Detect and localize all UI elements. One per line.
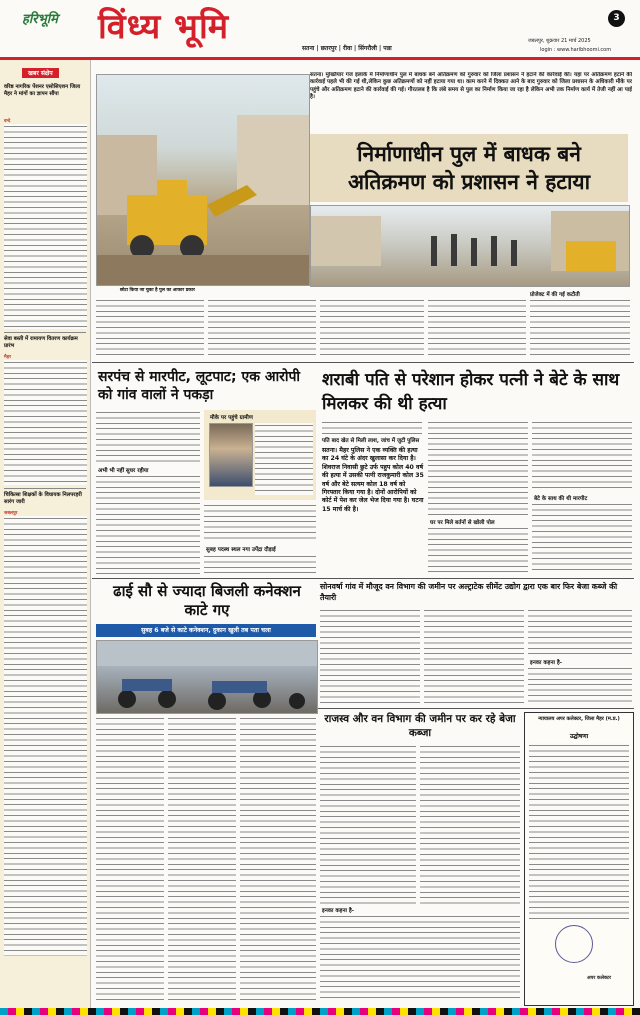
notice-court-title: न्यायालय अपर कलेक्टर, जिला मैहर (म.प्र.)	[538, 716, 620, 722]
sarpanch-box-body	[255, 423, 313, 495]
sarpanch-body-col-1b	[96, 474, 200, 574]
section-rule	[92, 578, 634, 579]
revenue-headline: राजस्व और वन विभाग की जमीन पर कर रहे बेजा कब्जा	[324, 713, 516, 739]
section-rule	[92, 362, 634, 363]
project-cut-subhead: प्रोजेक्ट में की गई कटौती	[530, 292, 580, 298]
notice-body	[529, 743, 629, 919]
wife-highlight-title: पति बाद खेत से मिली लाश, जांच में जुटी पुलिस	[322, 438, 420, 444]
revenue-body-col-1	[320, 744, 416, 904]
brief-2-body	[4, 360, 87, 485]
brief-2-title: सेवा बस्ती में रामायण वितरण कार्यक्रम प्रारंभ	[4, 336, 78, 349]
sarpanch-subhead-2: मौके पर पहुंचे ग्रामीण	[210, 415, 253, 421]
brand-logo: हरिभूमि	[22, 12, 58, 27]
masthead-rule	[0, 57, 640, 60]
sarpanch-headline: सरपंच से मारपीट, लूटपाट; एक आरोपी को गांव वालों ने पकड़ा	[98, 369, 301, 403]
lead-photo-caption: छोटा किया जा चुका है पुल का आकार प्रकार	[120, 288, 195, 293]
section-rule	[318, 708, 634, 709]
lead-body-col-4	[428, 298, 526, 358]
lead-photo-2	[310, 205, 630, 287]
electricity-body-col-3	[240, 716, 316, 1002]
lead-headline: निर्माणाधीन पुल में बाधक बने अतिक्रमण को प्रशासन ने हटाया	[347, 142, 591, 194]
lead-headline-box	[310, 134, 628, 202]
electricity-body-col-1	[96, 716, 164, 1002]
sarpanch-body-col-2b	[204, 554, 316, 574]
sidebar-divider	[4, 488, 86, 489]
wife-subhead-2: बेटे के साथ की थी मारपीट	[534, 496, 588, 502]
sonvarsha-subhead: इनका कहना है-	[530, 660, 563, 666]
wife-highlight-body: सतना। मैहर पुलिस ने एक व्यक्ति की हत्या का 24 घंटे के अंदर खुलासा कर दिया है। शिवराज निवासी छुटे उर्फ पहुप कोल 40 वर्ष की हत्या में उसकी पत्नी राजकुमारी कोल 35 वर्ष और बेटे सत्यम कोल 18 वर्ष को गिरफ्तार किया गया है। दोनों आरोपियों को कोर्ट में पेश कर जेल भेज दिया गया है। घटना 15 मार्च की है।	[322, 447, 424, 513]
wife-body-col-2	[428, 420, 528, 518]
brief-1-title: वरिष्ठ नागरिक पेंशनर एसोसिएशन जिला मैहर ने मांगों का ज्ञापन सौंपा	[4, 84, 81, 97]
news-brief-sidebar	[0, 60, 91, 1010]
sidebar-divider	[4, 332, 86, 333]
sarpanch-subhead-3: सुबह पदस्थ स्थल नगा उपेंद्रा दौड़ाई	[206, 547, 276, 553]
wife-highlight-box	[322, 438, 424, 576]
brief-3-dateline: जबलपुर	[4, 511, 18, 516]
edition-date: जबलपुर, शुक्रवार 21 मार्च 2025	[528, 38, 591, 44]
electricity-banner: सुबह 6 बजे से काटे कनेक्शन, दुकान खुली तब पता चला	[96, 624, 316, 637]
sarpanch-body-col-2	[204, 503, 316, 541]
revenue-subhead: इनका कहना है-	[322, 908, 355, 914]
sonvarsha-body-col-2	[424, 608, 524, 704]
lead-body-col-2	[208, 298, 316, 358]
sonvarsha-headline: सोनवर्षा गांव में मौजूद वन विभाग की जमीन पर अल्ट्राटेक सीमेंट उद्योग द्वारा एक बार फिर बेजा कब्जे की तैयारी	[320, 582, 618, 602]
wife-body-col-3b	[532, 502, 632, 574]
sarpanch-photo-box	[204, 410, 316, 500]
revenue-body-col-3	[320, 914, 520, 1002]
wife-subhead-1: घर पर मिले बर्तनों से खोली पोल	[430, 520, 495, 526]
lead-body-col-5	[530, 298, 630, 358]
notice-proclamation: उद्घोषणा	[569, 733, 589, 740]
revenue-body-col-2	[420, 744, 520, 904]
wife-body-col-2b	[428, 526, 528, 574]
wife-body-col-3	[532, 420, 632, 492]
wife-body-col-1	[322, 420, 422, 438]
officials-at-site-image	[311, 206, 629, 286]
registration-strip	[0, 1008, 640, 1015]
wife-story-headline: शराबी पति से परेशान होकर पत्नी ने बेटे के साथ मिलकर की थी हत्या	[322, 370, 620, 414]
notice-signature-label: अपर कलेक्टर	[587, 976, 611, 981]
notice-seal	[555, 925, 593, 963]
brief-1-dateline: वन्दे	[4, 119, 11, 124]
page-title: विंध्य भूमि	[98, 7, 230, 47]
construction-scene-image	[97, 75, 309, 285]
sonvarsha-body-col-1	[320, 608, 420, 704]
brief-3-body	[4, 516, 87, 956]
sarpanch-body-col-1	[96, 410, 200, 465]
sarpanch-subhead-1: अभी भी नहीं सुधर रहीया	[98, 468, 149, 474]
lead-photo	[96, 74, 310, 286]
electricity-headline: ढाई सौ से ज्यादा बिजली कनेक्शन काटे गए	[113, 582, 301, 619]
website-link[interactable]: login : www.haribhoomi.com	[540, 47, 612, 53]
lead-intro: सतना। मुख्तियार गंज इलाके में निर्माणाधीन पुल में बाधक बने अतिक्रमण को गुरुवार को जिला प्रशासन ने हटाने की कार्रवाई की। यहां पर अतिक्रमण हटाने की कार्रवाई पहले भी की गई थी,लेकिन कुछ अतिक्रमणों को नहीं हटाया गया था। काम करने में दिक्कत आने के बाद गुरुवार को जिला प्रशासन के अधिकारी मौके पर पहुंचे और अतिक्रमण हटाने की कार्रवाई की गई। गौरतलब है कि लंबे समय से पुल का निर्माण किया जा रहा है लेकिन अभी तक निर्माण कार्य में तेजी नहीं आ पाई है।	[310, 72, 632, 101]
sonvarsha-body-col-3	[528, 608, 632, 656]
sidebar-tag: खबर संक्षेप	[22, 68, 59, 78]
sonvarsha-body-col-3b	[528, 666, 632, 704]
brief-3-title: चिकित्सा शिक्षकों के विधायक निलपरहरी सारंग जारी	[4, 492, 82, 505]
brief-1-body	[4, 124, 87, 329]
city-list: सतना | छतरपुर | रीवा | सिंगरौली | पन्ना	[302, 45, 392, 52]
lead-body-col-3	[320, 298, 424, 358]
legal-notice	[524, 712, 634, 1006]
lead-body-col-1	[96, 298, 204, 358]
electricity-photo	[96, 640, 318, 714]
parked-motorcycles-image	[97, 641, 317, 713]
masthead	[0, 0, 640, 70]
accused-photo	[209, 423, 253, 487]
brief-2-dateline: मैहर	[4, 355, 11, 360]
electricity-body-col-2	[168, 716, 236, 1002]
page-number: 3	[608, 10, 625, 27]
